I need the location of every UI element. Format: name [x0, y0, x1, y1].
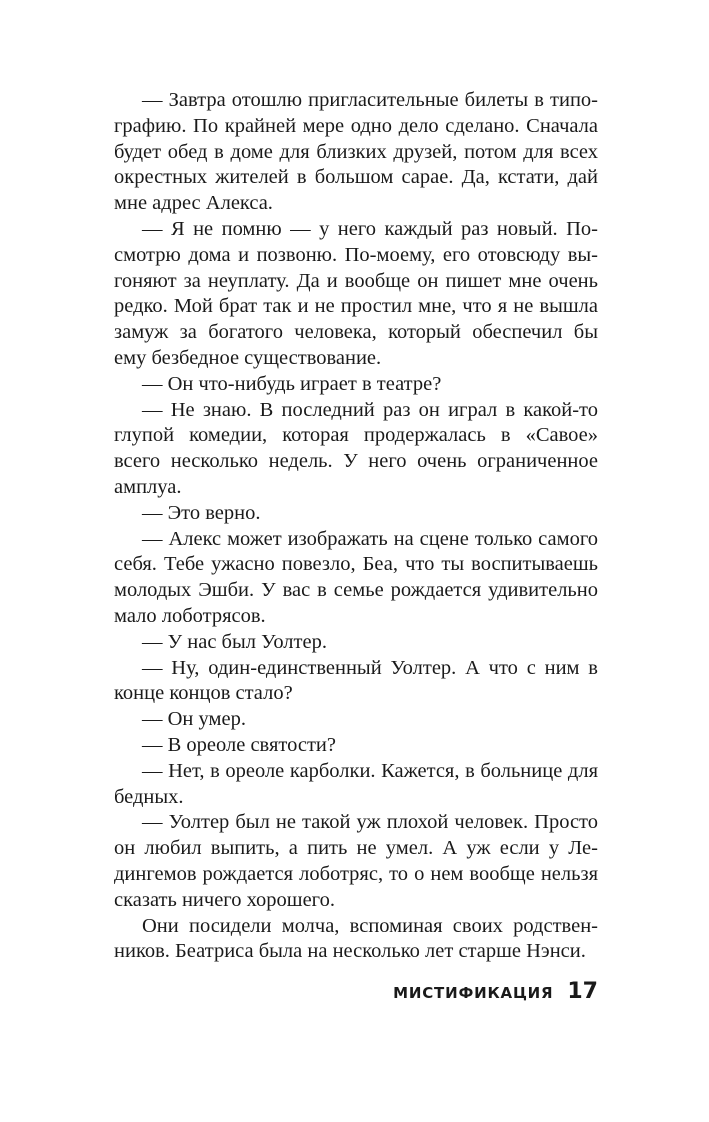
paragraph-7: — У нас был Уолтер. [142, 630, 327, 653]
paragraph-12: — Уолтер был не такой уж плохой человек. Просто он любил выпить, а пить не умел. А уж если у Ледингемов рождается лоботряс, то о нем вообще нельзя сказать ничего хорошего. [114, 811, 598, 911]
paragraph-10: — В ореоле святости? [142, 733, 336, 756]
running-title: МИСТИФИКАЦИЯ [393, 984, 554, 1002]
paragraph-5: — Это верно. [142, 501, 261, 524]
page-body [114, 88, 598, 965]
paragraph-6: — Алекс может изображать на сцене только самого себя. Тебе ужасно повезло, Беа, что ты воспитываешь молодых Эшби. У вас в семье рождается удивительно мало лоботрясов. [114, 527, 598, 627]
paragraph-8: — Ну, один-единственный Уолтер. А что с ним в конце концов стало? [114, 656, 598, 705]
paragraph-3: — Он что-нибудь играет в театре? [142, 372, 442, 395]
paragraph-2: — Я не помню — у него каждый раз новый. Посмотрю дома и позвоню. По-моему, его отовсюду выгоняют за неуплату. Да и вообще он пишет мне очень редко. Мой брат так и не простил мне, что я не вышла замуж за богатого человека, который обеспечил бы ему безбедное существование. [114, 217, 598, 369]
paragraph-4: — Не знаю. В последний раз он играл в какой-то глупой комедии, которая продержалась в «Савое» всего несколько недель. У него очень ограниченное амплуа. [114, 398, 598, 498]
paragraph-11: — Нет, в ореоле карболки. Кажется, в больнице для бедных. [114, 759, 598, 808]
paragraph-13: Они посидели молча, вспоминая своих родственников. Беатриса была на несколько лет старше Нэнси. [114, 914, 598, 963]
paragraph-9: — Он умер. [142, 708, 246, 731]
paragraph-1: — Завтра отошлю пригласительные билеты в типографию. По крайней мере одно дело сделано. Сначала будет обед в доме для близких друзей, потом для всех окрестных жителей в большом сарае. Да, кстати, дай мне адрес Алекса. [114, 89, 598, 215]
page-footer [114, 979, 598, 1009]
page-number: 17 [567, 979, 598, 1004]
